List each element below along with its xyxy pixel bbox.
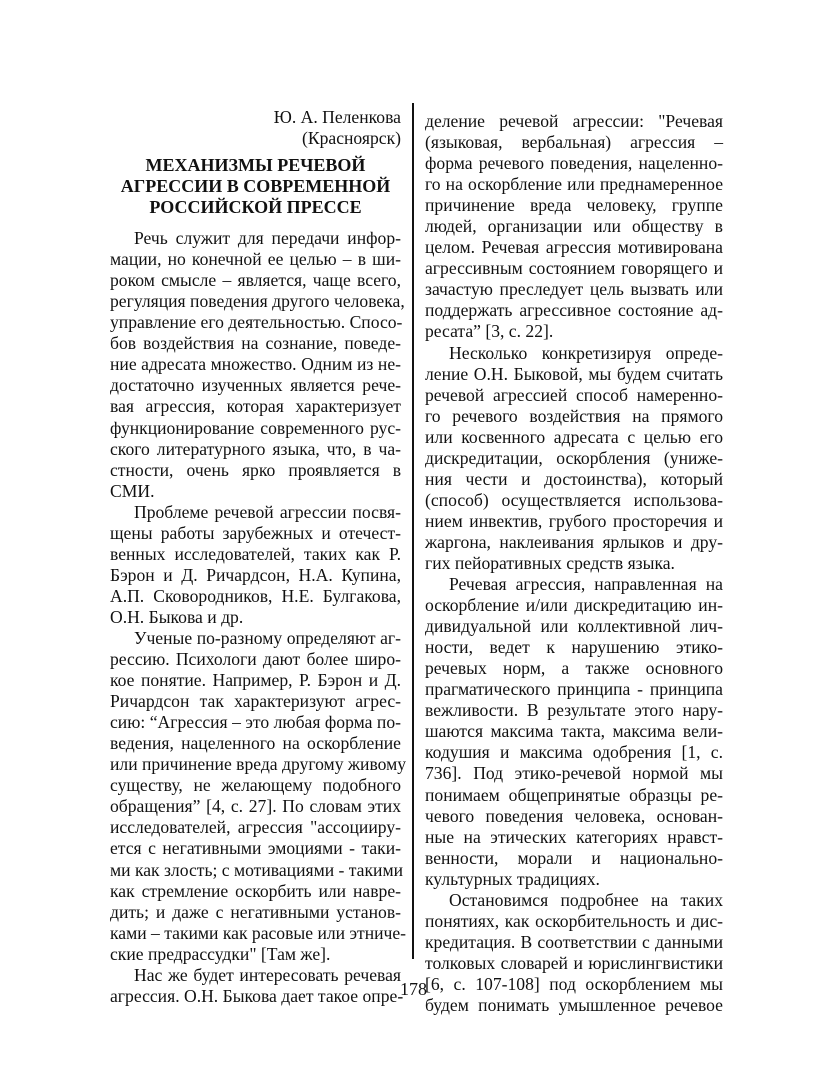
text-line: ского литературного языка, что, в ча- — [110, 438, 401, 459]
text-line: (языковая, вербальная) агрессия – — [425, 132, 723, 153]
title-line: РОССИЙСКОЙ ПРЕССЕ — [149, 197, 362, 218]
text-line: дивидуальной или коллективной лич- — [425, 616, 723, 637]
text-line: сию: “Агрессия – это любая форма по- — [110, 712, 401, 733]
text-line: Бэрон и Д. Ричардсон, Н.А. Купина, — [110, 564, 401, 585]
text-line: Ричардсон так характеризуют агрес- — [110, 691, 401, 712]
text-line: го речевого воздействия на прямого — [425, 405, 723, 426]
author-city: (Красноярск) — [302, 128, 401, 149]
text-line: людей, организации или обществу в — [425, 216, 723, 237]
text-line: речевой агрессией способ намеренно- — [425, 384, 723, 405]
text-line: понимаем общепринятые образцы ре- — [425, 784, 723, 805]
text-line: Ученые по-разному определяют аг- — [134, 627, 401, 648]
text-line: понятиях, как оскорбительность и дис- — [425, 910, 723, 931]
text-line: стности, очень ярко проявляется в — [110, 459, 401, 480]
text-line: ские предрассудки" [Там же]. — [110, 943, 331, 964]
title-line: АГРЕССИИ В СОВРЕМЕННОЙ — [120, 176, 391, 197]
text-line: роком смысле – является, чаще всего, — [110, 270, 401, 291]
text-line: форма речевого поведения, нацеленно- — [425, 153, 723, 174]
text-line: дискредитации, оскорбления (униже- — [425, 447, 723, 468]
page-number: 178 — [400, 979, 427, 999]
text-line: мации, но конечной ее целью – в ши- — [110, 249, 401, 270]
text-line: управление его деятельностью. Спосо- — [110, 312, 403, 333]
text-line: рессию. Психологи дают более широ- — [110, 649, 401, 670]
text-line: ние адресата множество. Одним из не- — [110, 354, 401, 375]
text-line: поддержать агрессивное состояние ад- — [425, 300, 723, 321]
text-line: А.П. Сковородников, Н.Е. Булгакова, — [110, 585, 401, 606]
text-line: чевого поведения человека, основан- — [425, 805, 723, 826]
text-line: венных исследователей, таких как Р. — [110, 543, 401, 564]
text-line: дить; и даже с негативными установ- — [110, 901, 401, 922]
text-line: ведения, нацеленного на оскорбление — [110, 733, 401, 754]
text-line: достаточно изученных является рече- — [110, 375, 401, 396]
text-line: или косвенного адресата с целью его — [425, 426, 723, 447]
text-line: (способ) осуществляется использова- — [425, 489, 723, 510]
text-line: агрессивным состоянием говорящего и — [425, 258, 723, 279]
text-line: деление речевой агрессии: "Речевая — [425, 111, 723, 131]
text-line: агрессия. О.Н. Быкова дает такое опре- — [110, 985, 404, 1006]
right-body-text — [425, 111, 723, 1016]
text-line: щены работы зарубежных и отечест- — [110, 522, 401, 543]
article-title — [110, 155, 401, 218]
text-line: бов воздействия на сознание, поведе- — [110, 333, 401, 354]
text-line: исследователей, агрессия "ассоцииру- — [110, 817, 401, 838]
text-line: речевых норм, а также основного — [425, 658, 723, 679]
text-line: ется с негативными эмоциями - таки- — [110, 838, 401, 859]
text-line: Нас же будет интересовать речевая — [134, 964, 401, 985]
text-line: кое понятие. Например, Р. Бэрон и Д. — [110, 670, 401, 691]
text-line: толковых словарей и юрислингвистики — [425, 952, 723, 973]
text-line: ные на этических категориях нравст- — [425, 826, 723, 847]
text-line: или причинение вреда другому живому — [110, 754, 407, 775]
left-column — [110, 107, 407, 1007]
text-line: существу, не желающему подобного — [110, 775, 401, 796]
text-line: О.Н. Быкова и др. — [110, 606, 244, 627]
text-line: вая агрессия, которая характеризует — [110, 396, 401, 417]
text-line: причинение вреда человеку, группе — [425, 195, 723, 216]
text-line: как стремление оскорбить или навре- — [110, 880, 401, 901]
text-line: регуляция поведения другого человека, — [110, 291, 405, 312]
left-body-text — [110, 228, 407, 1007]
text-line: Речь служит для передачи инфор- — [134, 228, 401, 249]
text-line: кодушия и максима одобрения [1, с. — [425, 742, 723, 763]
text-line: 736]. Под этико-речевой нормой мы — [425, 763, 723, 784]
text-line: вежливости. В результате этого нару- — [425, 700, 723, 721]
text-line: культурных традициях. — [425, 868, 600, 889]
author-name: Ю. А. Пеленкова — [273, 107, 401, 127]
text-line: нием инвектив, грубого просторечия и — [425, 510, 723, 531]
text-line: прагматического принципа - принципа — [425, 679, 723, 700]
text-line: шаются максима такта, максима вели- — [425, 721, 723, 742]
text-line: ление О.Н. Быковой, мы будем считать — [425, 363, 723, 384]
text-line: Несколько конкретизируя опреде- — [449, 342, 723, 363]
text-line: [6, с. 107-108] под оскорблением мы — [425, 973, 723, 994]
text-line: ками – такими как расовые или этниче- — [110, 922, 407, 943]
text-line: Остановимся подробнее на таких — [449, 889, 723, 910]
title-line: МЕХАНИЗМЫ РЕЧЕВОЙ — [145, 155, 366, 176]
text-line: функционирование современного рус- — [110, 417, 401, 438]
text-line: обращения” [4, с. 27]. По словам этих — [110, 796, 401, 817]
text-line: ресата” [3, с. 22]. — [425, 321, 554, 342]
text-line: зачастую преследует цель вызвать или — [425, 279, 723, 300]
text-line: гих пейоративных средств языка. — [425, 552, 675, 573]
right-column — [425, 107, 723, 1016]
text-line: оскорбление и/или дискредитацию ин- — [425, 595, 723, 616]
column-divider — [412, 103, 414, 959]
text-line: СМИ. — [110, 480, 155, 501]
text-line: ми как злость; с мотивациями - такими — [110, 859, 404, 880]
text-line: го на оскорбление или преднамеренное — [425, 174, 723, 195]
text-line: венности, морали и национально- — [425, 847, 723, 868]
text-line: жаргона, наклеивания ярлыков и дру- — [425, 531, 723, 552]
text-line: Проблеме речевой агрессии посвя- — [134, 501, 401, 522]
text-line: ности, ведет к нарушению этико- — [425, 637, 723, 658]
text-line: кредитация. В соответствии с данными — [425, 931, 723, 952]
text-line: целом. Речевая агрессия мотивирована — [425, 237, 723, 258]
text-line: Речевая агрессия, направленная на — [449, 574, 723, 595]
text-line: ния чести и достоинства), который — [425, 468, 723, 489]
text-line: будем понимать умышленное речевое — [425, 994, 723, 1015]
